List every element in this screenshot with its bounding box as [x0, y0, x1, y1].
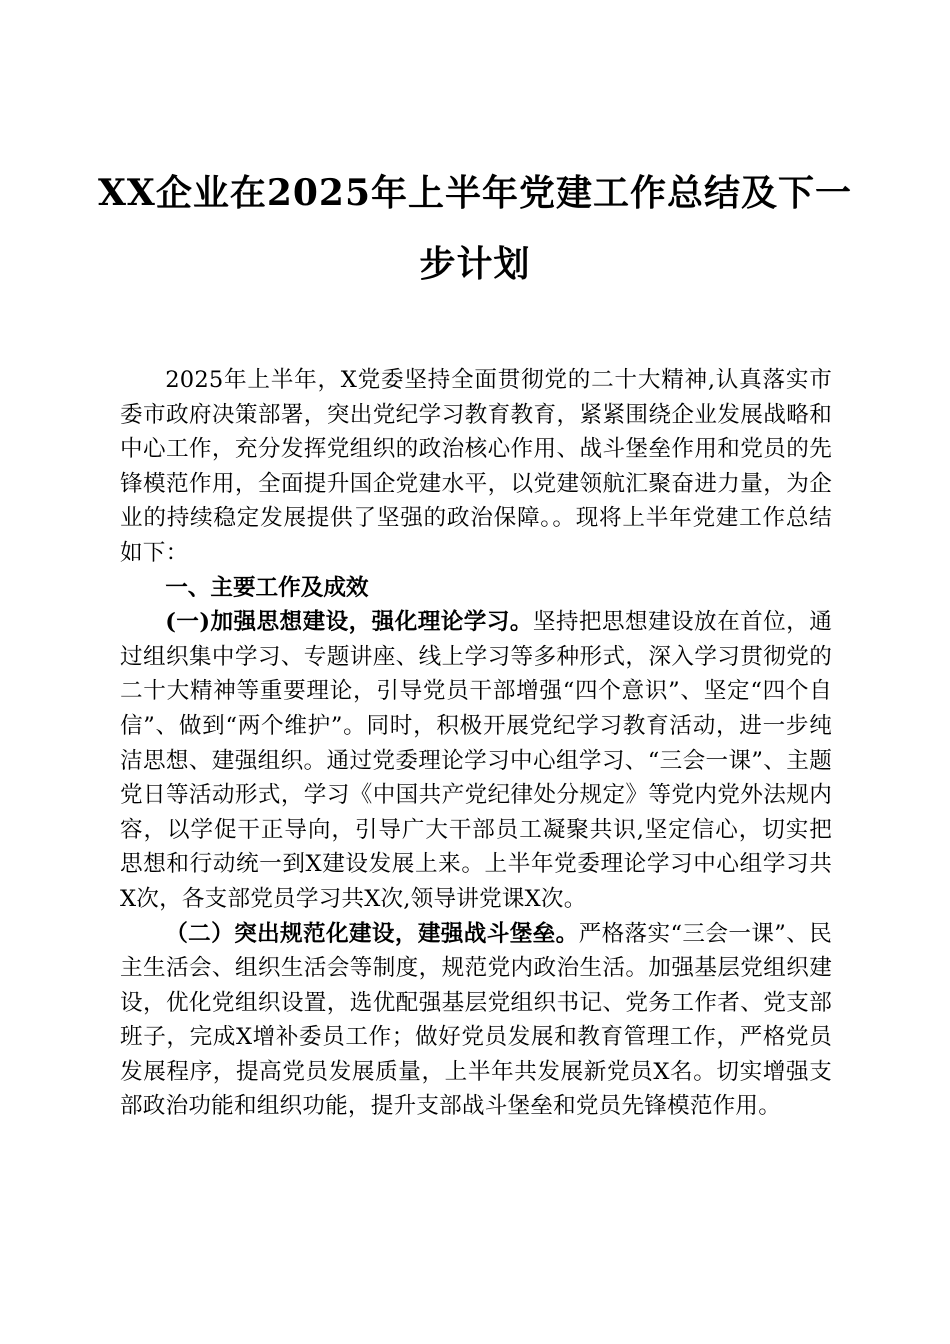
item-2-heading: （二）突出规范化建设，建强战斗堡垒。: [165, 920, 579, 947]
item-1-body: 坚持把思想建设放在首位，通过组织集中学习、专题讲座、线上学习等多种形式，深入学习贯彻党的二十大精神等重要理论，引导党员干部增强“四个意识”、坚定“四个自信”、做到“两个维护”。同时，积极开展党纪学习教育活动，进一步纯洁思想、建强组织。通过党委理论学习中心组学习、“三会一课”、主题党日等活动形式，学习《中国共产党纪律处分规定》等党内党外法规内容，以学促干正导向，引导广大干部员工凝聚共识,坚定信心，切实把思想和行动统一到X建设发展上来。上半年党委理论学习中心组学习共X次，各支部党员学习共X次,领导讲党课X次。: [120, 609, 832, 912]
item-2-paragraph: [120, 917, 832, 1125]
item-2-body: 严格落实“三会一课”、民主生活会、组织生活会等制度，规范党内政治生活。加强基层党组织建设，优化党组织设置，选优配强基层党组织书记、党务工作者、党支部班子，完成X增补委员工作；做好党员发展和教育管理工作，严格党员发展程序，提高党员发展质量，上半年共发展新党员X名。切实增强支部政治功能和组织功能，提升支部战斗堡垒和党员先锋模范作用。: [120, 920, 832, 1120]
item-1-heading: (一)加强思想建设，强化理论学习。: [165, 609, 533, 636]
intro-paragraph: 2025年上半年，X党委坚持全面贯彻党的二十大精神,认真落实市委市政府决策部署，突出党纪学习教育教育，紧紧围绕企业发展战略和中心工作，充分发挥党组织的政治核心作用、战斗堡垒作用和党员的先锋模范作用，全面提升国企党建水平，以党建领航汇聚奋进力量，为企业的持续稳定发展提供了坚强的政治保障。。现将上半年党建工作总结如下：: [120, 367, 832, 566]
document-body: [120, 363, 832, 1124]
page-title-line-2: 步计划: [419, 243, 531, 285]
section-heading-1: 一、主要工作及成效: [165, 574, 369, 601]
page-title-line-1: XX企业在2025年上半年党建工作总结及下一: [97, 172, 853, 214]
item-1-paragraph: [120, 605, 832, 916]
